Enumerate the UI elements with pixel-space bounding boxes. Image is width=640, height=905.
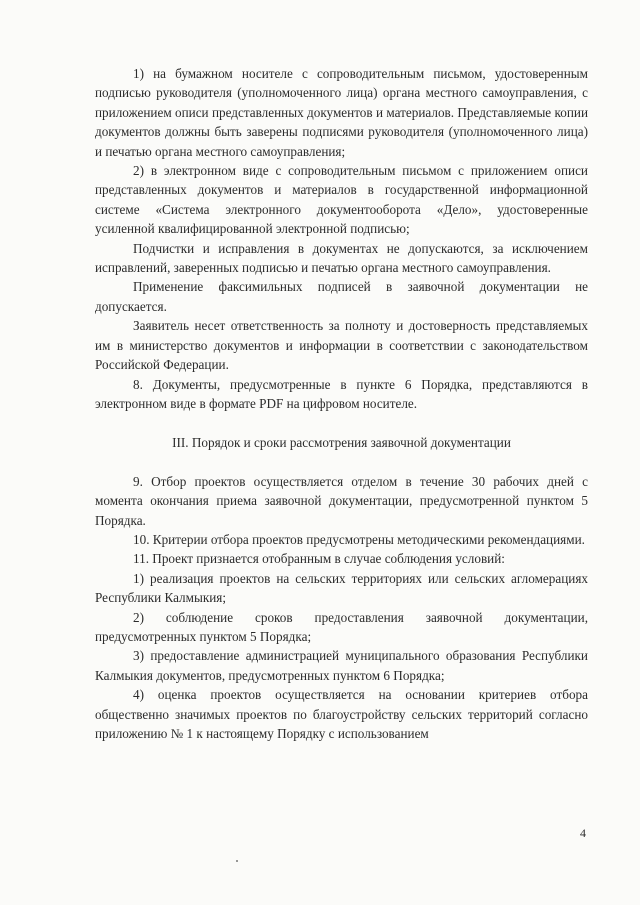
- paragraph: Применение факсимильных подписей в заявочной документации не допускается.: [95, 279, 588, 314]
- paragraph: 2) соблюдение сроков предоставления заявочной документации, предусмотренных пунктом 5 Порядка;: [95, 609, 588, 644]
- page-number: 4: [580, 826, 586, 840]
- section-heading: III. Порядок и сроки рассмотрения заявочной документации: [172, 435, 511, 451]
- paragraph: 1) на бумажном носителе с сопроводительным письмом, удостоверенным подписью руководителя (уполномоченного лица) органа местного самоуправления, с приложением описи представленных документов и материалов. Представляемые копии документов должны быть заверены подписями руководителя (уполномоченного лица) и печатью органа местного самоуправления;: [95, 66, 588, 159]
- paragraph: 2) в электронном виде с сопроводительным письмом с приложением описи представленных документов и материалов в государственной информационной системе «Система электронного документооборота «Дело», удостоверенные усиленной квалифицированной электронной подписью;: [95, 163, 588, 237]
- scan-speck: [236, 860, 238, 862]
- paragraph: 8. Документы, предусмотренные в пункте 6 Порядка, представляются в электронном виде в формате PDF на цифровом носителе.: [95, 376, 588, 411]
- paragraph: Заявитель несет ответственность за полноту и достоверность представляемых им в министерство документов и информации в соответствии с законодательством Российской Федерации.: [95, 318, 588, 373]
- paragraph: 10. Критерии отбора проектов предусмотрены методическими рекомендациями.: [133, 531, 585, 547]
- paragraph: Подчистки и исправления в документах не допускаются, за исключением исправлений, заверенных подписью и печатью органа местного самоуправления.: [95, 240, 588, 276]
- paragraph: 9. Отбор проектов осуществляется отделом в течение 30 рабочих дней с момента окончания приема заявочной документации, предусмотренной пунктом 5 Порядка.: [95, 473, 588, 528]
- document-body: [95, 64, 588, 743]
- paragraph: 1) реализация проектов на сельских территориях или сельских агломерациях Республики Калмыкия;: [95, 570, 588, 606]
- paragraph: 4) оценка проектов осуществляется на основании критериев отбора общественно значимых проектов по благоустройству сельских территорий согласно приложению № 1 к настоящему Порядку с использованием: [95, 687, 588, 741]
- paragraph: 3) предоставление администрацией муниципального образования Республики Калмыкия документов, предусмотренных пунктом 6 Порядка;: [95, 648, 588, 683]
- paragraph: 11. Проект признается отобранным в случае соблюдения условий:: [133, 551, 505, 567]
